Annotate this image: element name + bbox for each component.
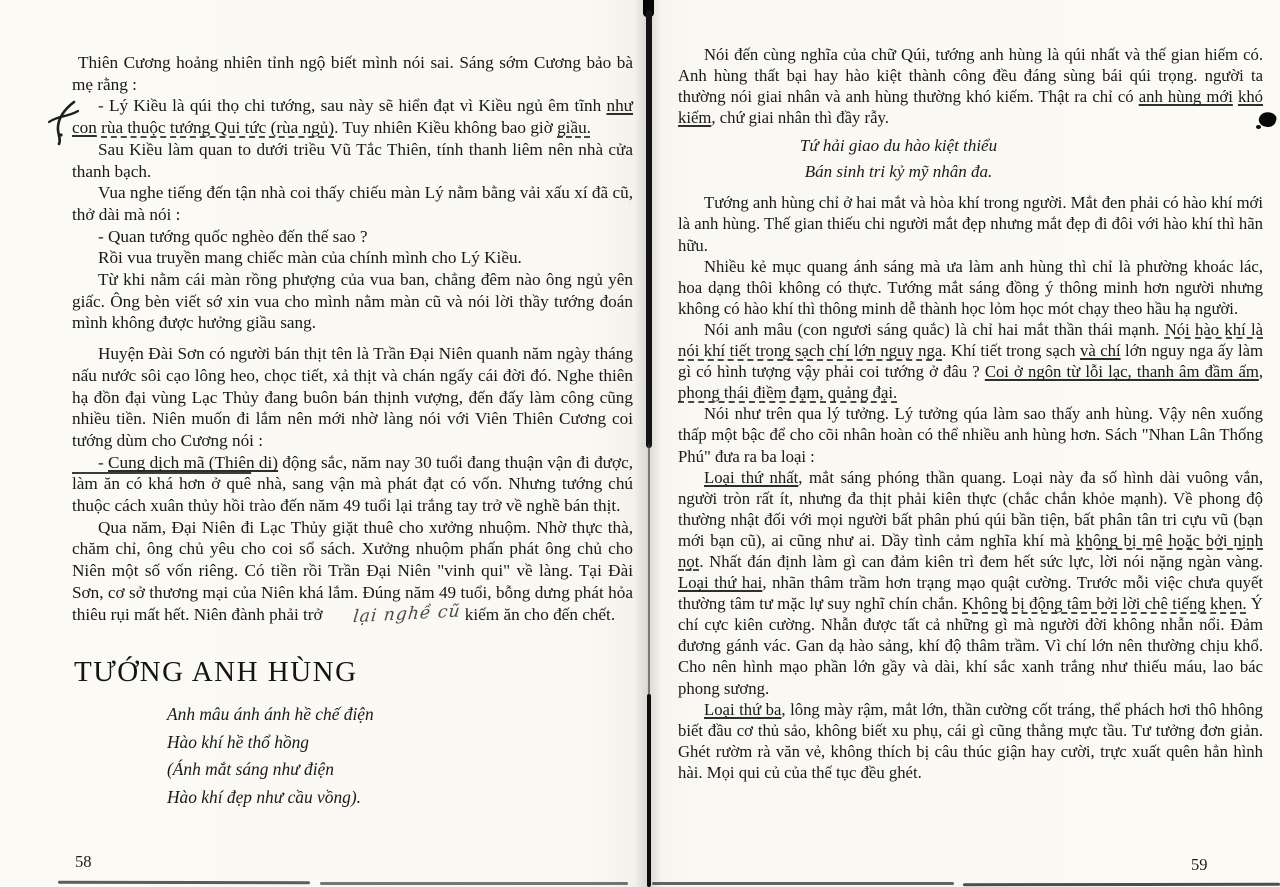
paragraph (72, 52, 633, 95)
text-run: Huyện Đài Sơn có người bán thịt tên là Trần Đại Niên quanh năm ngày tháng nấu nước sôi cạo lông heo, chọc tiết, xả thịt và chán ngấy cái đời đó. Nghe thiên hạ đồn đại vùng Lạc Thủy đang buôn bán thịnh vượng, đến đấy làm công cũng nhiều tiền. Niên muốn đi lắm nên mới nhờ làng nói với Viên Thiên Cương coi tướng dùm cho Cương nói : (72, 344, 633, 450)
text-run: , nhãn thâm trầm hơn trạng mạo quật cường. Trước mỗi việc chưa quyết thường tâm tư mặc lự suy nghĩ chín chắn. (678, 573, 1263, 614)
annotated-text: Cung dịch mã (Thiên di) (108, 452, 278, 472)
paragraph (72, 269, 633, 334)
text-run: - Lý Kiều là qúi thọ chi tướng, sau này sẽ hiển đạt vì Kiều ngủ êm tĩnh (98, 96, 607, 116)
paragraph (72, 182, 633, 225)
annotated-text: làm ăn có khá hơn ở quê (72, 474, 252, 494)
text-run: Rồi vua truyền mang chiếc màn của chính mình cho Lý Kiều. (98, 248, 522, 268)
text-run: Qua năm, Đại Niên đi Lạc Thủy giặt thuê cho xưởng nhuộm. Nhờ thực thà, chăm chỉ, ông chủ yêu cho coi sổ sách. Xưởng nhuộm phấn phát ông chủ cho Niên một số vốn riêng. Có tiền rồi Trần Đại Niên "vinh qui" về làng. Tại Đài Sơn, cơ sở thương mại của Niên khá lắm. Đúng năm 49 tuổi, bỗng dưng phát hỏa thiêu rụi mất hết. Niên đành phải trở (72, 517, 633, 624)
text-run: Nhiều kẻ mục quang ánh sáng mà ưa làm anh hùng thì chỉ là phường khoác lác, hoa dạng thôi không có thực. Tướng mắt sáng đồng ý thông minh hơn người nhưng không có hào khí thì thông minh dễ thành học lỏm học mót chạy theo hầu hạ người. (678, 256, 1263, 318)
text-run: , lông mày rậm, mắt lớn, thần cường cốt tráng, thể phách hơi thô hhông biết đầu cơ thủ sảo, không biết xu phụ, cái gì cũng thẳng mực tầu. Tư tưởng đơn giản. Ghét rườm rà văn vẻ, không thích bị câu thúc giận hay cười, trực xuất quên hẳn hình hài. Mọi qui củ của thế tục đều ghét. (678, 699, 1263, 782)
poem-line: Hào khí đẹp như cầu vồng). (167, 786, 361, 807)
scan-edge-artifact (652, 882, 954, 885)
text-run: . Tuy nhiên Kiều không bao giờ (334, 118, 558, 138)
book-gutter-shadow (634, 0, 662, 887)
left-page-body (72, 52, 633, 626)
right-page-poem (606, 133, 1191, 185)
paragraph (678, 403, 1263, 466)
gutter-line-middle (648, 444, 651, 696)
text-run: . Khí tiết trong sạch (942, 341, 1080, 361)
handwritten-margin-mark-icon (44, 98, 82, 148)
annotated-text: phong thái điềm đạm, quảng đại. (678, 383, 898, 403)
text-run: Vua nghe tiếng đến tận nhà coi thấy chiếu màn Lý nằm bằng vải xấu xí đã cũ, thở dài mà nói : (72, 183, 633, 224)
text-run: Thiên Cương hoảng nhiên tỉnh ngộ biết mình nói sai. Sáng sớm Cương bảo bà mẹ rằng : (72, 53, 633, 94)
poem-line: Tứ hải giao du hào kiệt thiểu (799, 136, 998, 156)
scan-edge-artifact (58, 881, 310, 885)
page-number-left: 58 (75, 852, 92, 871)
paragraph (72, 452, 633, 517)
gutter-line-top (646, 10, 652, 448)
annotated-text: Loại thứ hai (678, 573, 763, 593)
annotated-text: không bị mê hoặc bởi nịnh nọt (678, 530, 1263, 571)
paragraph (678, 192, 1263, 255)
paragraph (72, 247, 633, 269)
annotated-text: rùa thuộc tướng Qui tức (rùa ngủ) (101, 118, 335, 138)
poem-line: Anh mâu ánh ánh hề chế điện (167, 704, 374, 725)
paragraph (678, 699, 1263, 783)
right-page-body (678, 192, 1263, 783)
text-run: Nói như trên qua lý tưởng. Lý tưởng qúa làm sao thấy anh hùng. Vậy nên xuống thấp một bậc để cho cõi nhân hoàn có thể nhiều anh hùng hơn. Sách "Nhan Lân Thống Phú" đưa ra ba loại : (678, 404, 1263, 466)
text-run: Tướng anh hùng chỉ ở hai mắt và hòa khí trong người. Mắt đen phải có hào khí mới là anh hùng. Thế gian thiếu chi người mắt đẹp nhưng mắt đẹp đi đôi với hào khí thì hãn hữu. (678, 193, 1264, 255)
page-number-right: 59 (1191, 855, 1208, 874)
paragraph (72, 517, 633, 627)
text-run: động sắc, năm nay 30 tuổi đang thuận vận đi được, (278, 452, 633, 472)
text-run: Nói đến cùng nghĩa của chữ Qúi, tướng anh hùng là qúi nhất và thế gian hiếm có. Anh hùng thất bại hay hào kiệt thành công đều đáng sùng bái qúi trọng. người ta thường nói giai nhân và anh hùng thường khó kiếm. Thật ra chỉ có (678, 45, 1263, 107)
paragraph (678, 256, 1263, 319)
annotated-text: và chí (1079, 341, 1121, 361)
scan-edge-artifact (320, 882, 628, 885)
ink-blot-speck (1256, 125, 1261, 129)
text-run: Ý chí cực kiên cường. Nhẫn được tất cả những gì mà người đời không nhẫn nổi. Đảm đương gánh vác. Gan dạ hào sảng, khí độ thâm trầm. Vì chí lớn nên thường chịu khổ. Cho nên hình mạo phần lớn gầy và dài, khí sắc xanh trắng như thiếu máu, lao bác phong sương. (678, 594, 1263, 698)
text-run: Sau Kiều làm quan to dưới triều Vũ Tắc Thiên, tính thanh liêm nên nhà cửa thanh bạch. (72, 139, 633, 181)
text-run: kiếm ăn cho đến chết. (460, 604, 616, 624)
page-left (72, 52, 633, 811)
paragraph (72, 95, 633, 138)
text-run: Từ khi nằm cái màn rồng phượng của vua ban, chẳng đêm nào ông ngủ yên giấc. Ông bèn viết sớ xin vua cho mình nằm màn cũ và nói lời thầy tướng đoán mình không được hưởng giầu sang. (72, 270, 633, 333)
annotated-text: Nói hào khí là nói khí tiết trong sạch chí lớn nguy nga (678, 319, 1264, 361)
paragraph (678, 319, 1263, 403)
page-right (678, 44, 1263, 783)
annotated-text: như con (72, 96, 633, 138)
annotated-text: Coi ở ngôn từ lỗi lạc, thanh âm đầm ấm (984, 362, 1259, 382)
paragraph (678, 467, 1263, 699)
text-run: lớn nguy nga ấy làm gì có hình tượng vậy phải coi tướng ở đâu ? (678, 341, 1263, 382)
paragraph (72, 139, 633, 182)
paragraph (678, 44, 1263, 128)
annotated-text: Loại thứ nhất (704, 467, 799, 487)
text-run: Nói anh mâu (con ngươi sáng quắc) là chỉ hai mắt thần thái mạnh. (704, 319, 1165, 339)
paragraph (72, 226, 633, 248)
annotated-text: khó kiếm (678, 87, 1263, 128)
text-run: nhà, sang vận mà phát đạt có vốn. Nhưng tướng chú thuộc cách xuân thủy hồi trào đến năm 49 tuổi lại trắng tay trở về nghề bán thịt. (72, 474, 634, 516)
text-run: , chứ giai nhân thì đầy rẫy. (711, 108, 889, 128)
text-run: - (98, 452, 109, 472)
text-run: - Quan tướng quốc nghèo đến thế sao ? (98, 226, 368, 246)
text-run: . Nhất đán định làm gì can đảm kiên trì đem hết sức lực, lời nói nặng ngàn vàng. (699, 551, 1263, 571)
handwritten-text: lại nghề cũ (351, 601, 462, 627)
section-heading: TƯỚNG ANH HÙNG (74, 656, 358, 689)
poem-line: (Ánh mắt sáng như điện (167, 759, 334, 780)
left-page-poem (167, 701, 633, 811)
paragraph (72, 343, 633, 452)
poem-line: Bán sinh tri kỷ mỹ nhân đa. (804, 162, 993, 182)
annotated-text: Loại thứ ba (704, 699, 782, 719)
annotated-text: giầu. (557, 118, 591, 138)
annotated-text: anh hùng mới (1138, 87, 1233, 107)
text-run: , mắt sáng phóng thần quang. Loại này đa số hình dài vuông vắn, người tròn rất ít, nhưng đa thịt phải kiên thực (chắc chắn khỏe mạnh). Về phong độ thường nhật đối với mọi người bất phân phú qúi bần tiện, bất phân tân tri cựu vũ (bạn mới bạn cũ), ai cũng như ai. Dầy tình cảm nghĩa khí mà (678, 467, 1263, 550)
poem-line: Hào khí hề thổ hồng (167, 731, 310, 752)
text-run: , (1258, 362, 1264, 382)
scan-edge-artifact (963, 883, 1280, 887)
annotated-text: Không bị động tâm bởi lời chê tiếng khen. (962, 594, 1247, 614)
right-page-intro (678, 44, 1263, 128)
gutter-line-bottom (647, 694, 652, 887)
